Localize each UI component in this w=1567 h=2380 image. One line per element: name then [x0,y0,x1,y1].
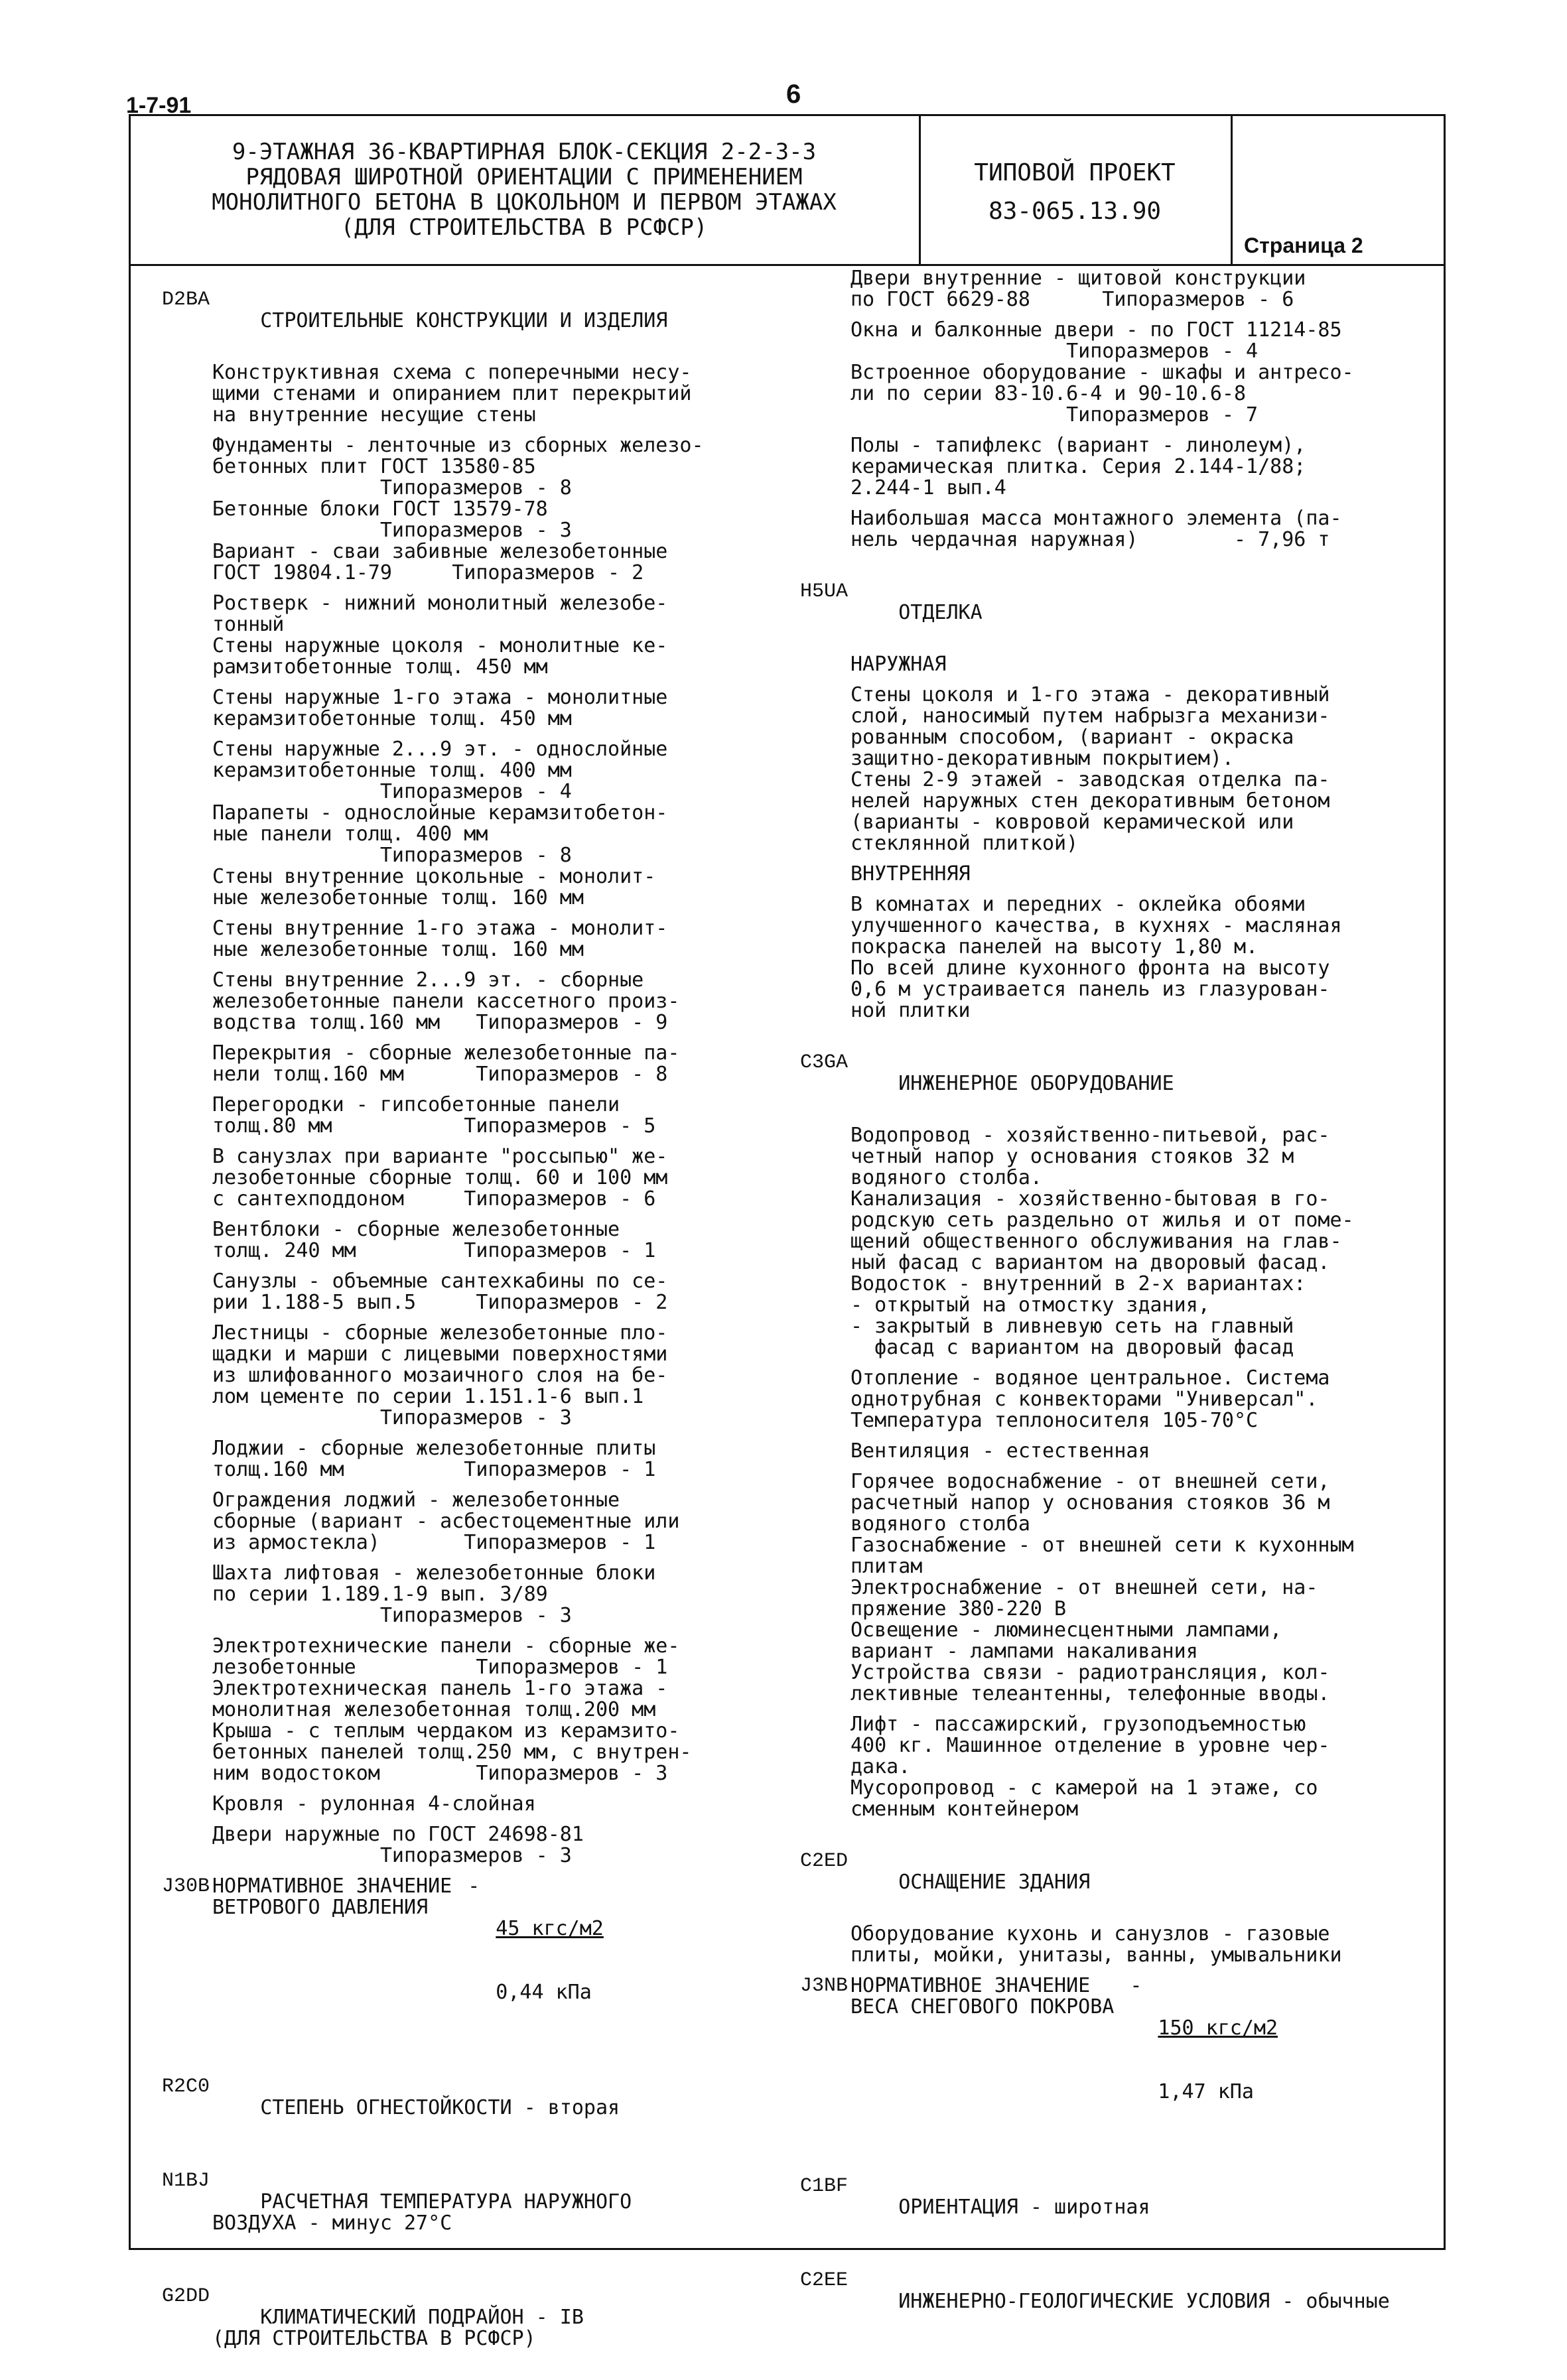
climate-subregion [161,2265,809,2371]
spec-item: Кровля - рулонная 4-слойная [212,1792,536,1816]
wind-value-kpa: 0,44 кПа [496,1981,592,2004]
spec-item: Шахта лифтовая - железобетонные блоки по серии 1.189.1-9 вып. 3/89 Типоразмеров - 3 [212,1561,656,1627]
right-column [799,267,1434,2343]
snow-label: НОРМАТИВНОЕ ЗНАЧЕНИЕ ВЕСА СНЕГОВОГО ПОКРОВА [851,1974,1115,2018]
section-code: C2EE [799,2269,848,2292]
spec-item: Перегородки - гипсобетонные панели толщ.80 мм Типоразмеров - 5 [212,1093,656,1138]
spec-item: Лифт - пассажирский, грузоподъемностью 400 кг. Машинное отделение в уровне чер- дака. Мусоропровод - с камерой на 1 этаже, со сменным контейнером [851,1713,1330,1821]
spec-item: Стены наружные 2...9 эт. - однослойные керамзитобетонные толщ. 400 мм Типоразмеров - 4 Парапеты - однослойные керамзитобетон- ные панели толщ. 400 мм Типоразмеров - 8 Стены внутренние цокольные - монолит- ные железобетонные толщ. 160 мм [212,738,668,909]
section-structures [161,268,809,353]
spec-item: Водопровод - хозяйственно-питьевой, рас- четный напор у основания стояков 32 м водяного столба. Канализация - хозяйственно-бытовая в го- родскую сеть раздельно от жилья и от поме- щений общественного обслуживания на глав- ный фасад с вариантом на дворовый фасад. Водосток - внутренний в 2-х вариантах: - открытый на отмостку здания, - закрытый в ливневую сеть на главный фасад с вариантом на дворовый фасад [851,1124,1354,1359]
header-title [139,139,909,240]
outer-finish-text: Стены цоколя и 1-го этажа - декоративный слой, наносимый путем набрызга механизи- рованным способом, (вариант - окраска защитно-декоративным покрытием). Стены 2-9 этажей - заводская отделка па- нелей наружных стен декоративным бетоном (варианты - ковровой керамической или стеклянной плиткой) [851,683,1330,855]
title-line: РЯДОВАЯ ШИРОТНОЙ ОРИЕНТАЦИИ С ПРИМЕНЕНИЕМ [245,164,803,190]
section-code: C2ED [799,1850,848,1873]
section-finishing [799,560,1434,645]
orientation-text: ОРИЕНТАЦИЯ - широтная [898,2196,1150,2219]
project-code: 83-065.13.90 [988,198,1162,225]
spec-item: Лоджии - сборные железобетонные плиты толщ.160 мм Типоразмеров - 1 [212,1437,656,1481]
section-code: G2DD [161,2285,210,2308]
section-code: C3GA [799,1051,848,1074]
spec-item: Горячее водоснабжение - от внешней сети, расчетный напор у основания стояков 36 м водяного столба Газоснабжение - от внешней сети к кухонным плитам Электроснабжение - от внешней сети, на- пряжение 380-220 В Освещение - люминесцентными лампами, вариант - лампами накаливания Устройства связи - радиотрансляция, кол- лективные телеантенны, телефонные вводы. [851,1470,1354,1705]
snow-values [1158,1975,1278,2145]
section-code: J30B [161,1875,210,1898]
section-code: D2BA [161,289,210,311]
spec-item: Вентблоки - сборные железобетонные толщ. 240 мм Типоразмеров - 1 [212,1218,656,1262]
section-title: ОСНАЩЕНИЕ ЗДАНИЯ [898,1871,1091,1894]
left-column [161,268,809,2380]
header-vline-2 [1231,114,1233,264]
spec-item: Двери внутренние - щитовой конструкции по ГОСТ 6629-88 Типоразмеров - 6 [851,267,1306,311]
fire-resistance [161,2055,809,2140]
spec-item: Ограждения лоджий - железобетонные сборные (вариант - асбестоцементные или из армостекла) Типоразмеров - 1 [212,1488,680,1554]
spec-item: Ростверк - нижний монолитный железобе- тонный Стены наружные цоколя - монолитные ке- рамзитобетонные толщ. 450 мм [212,592,668,679]
title-line: МОНОЛИТНОГО БЕТОНА В ЦОКОЛЬНОМ И ПЕРВОМ ЭТАЖАХ [212,189,837,216]
subsection-title: НАРУЖНАЯ [851,653,947,676]
section-title: ИНЖЕНЕРНОЕ ОБОРУДОВАНИЕ [898,1072,1174,1095]
wind-label: НОРМАТИВНОЕ ЗНАЧЕНИЕ ВЕТРОВОГО ДАВЛЕНИЯ [212,1875,452,1919]
climate-text: КЛИМАТИЧЕСКИЙ ПОДРАЙОН - IВ (ДЛЯ СТРОИТЕЛЬСТВА В РСФСР) [212,2306,584,2350]
section-equipment [799,1829,1434,1914]
geology [799,2249,1434,2334]
snow-value-kgs: 150 кгс/м2 [1158,2016,1278,2040]
spec-item: Перекрытия - сборные железобетонные па- нели толщ.160 мм Типоразмеров - 8 [212,1041,680,1086]
spec-item: Окна и балконные двери - по ГОСТ 11214-85 Типоразмеров - 4 Встроенное оборудование - шкафы и антресо- ли по серии 83-10.6-4 и 90-10.6-8 Типоразмеров - 7 [851,318,1354,427]
page-number: 6 [786,80,801,109]
spec-item: Стены внутренние 2...9 эт. - сборные железобетонные панели кассетного произ- водства толщ.160 мм Типоразмеров - 9 [212,968,680,1034]
spec-item: Фундаменты - ленточные из сборных железо- бетонных плит ГОСТ 13580-85 Типоразмеров - 8 Бетонные блоки ГОСТ 13579-78 Типоразмеров - 3 Вариант - сваи забивные железобетонные ГОСТ 19804.1-79 Типоразмеров - 2 [212,434,704,584]
geology-text: ИНЖЕНЕРНО-ГЕОЛОГИЧЕСКИЕ УСЛОВИЯ - обычные [898,2290,1390,2313]
wind-dash: - [468,1875,480,1898]
subsection-title: ВНУТРЕННЯЯ [851,862,971,886]
section-code: J3NB [799,1975,848,1997]
title-line: 9-ЭТАЖНАЯ 36-КВАРТИРНАЯ БЛОК-СЕКЦИЯ 2-2-3-3 [232,139,817,165]
section-code: N1BJ [161,2170,210,2192]
spec-item: Санузлы - объемные сантехкабины по се- рии 1.188-5 вып.5 Типоразмеров - 2 [212,1270,668,1314]
equipment-text: Оборудование кухонь и санузлов - газовые плиты, мойки, унитазы, ванны, умывальники [851,1922,1342,1967]
structures-list [212,362,809,1867]
spec-item: Стены внутренние 1-го этажа - монолит- ные железобетонные толщ. 160 мм [212,917,668,961]
temperature-text: РАСЧЕТНАЯ ТЕМПЕРАТУРА НАРУЖНОГО ВОЗДУХА - минус 27°С [212,2190,632,2235]
orientation [799,2154,1434,2239]
wind-values [496,1876,604,2046]
header-vline-1 [919,114,921,264]
section-code: H5UA [799,580,848,603]
spec-item: Электротехнические панели - сборные же- лезобетонные Типоразмеров - 1 Электротехническая панель 1-го этажа - монолитная железобетонная толщ.200 мм Крыша - с теплым чердаком из керамзито- бетонных панелей толщ.250 мм, с внутрен- ним водостоком Типоразмеров - 3 [212,1634,692,1785]
wind-pressure [161,1875,809,2046]
section-title: ОТДЕЛКА [898,601,983,624]
spec-item: Конструктивная схема с поперечными несу- щими стенами и опиранием плит перекрытий на внутренние несущие стены [212,361,692,427]
inner-finish-text: В комнатах и передних - оклейка обоями улучшенного качества, в кухнях - масляная покраска панелей на высоту 1,80 м. По всей длине кухонного фронта на высоту 0,6 м устраивается панель из глазурован- ной плитки [851,893,1342,1022]
section-code: R2C0 [161,2076,210,2098]
project-label: ТИПОВОЙ ПРОЕКТ [974,159,1176,186]
spec-item: Вентиляция - естественная [851,1439,1150,1463]
project-block [929,154,1221,231]
snow-value-kpa: 1,47 кПа [1158,2080,1254,2103]
page-label: Страница 2 [1244,233,1363,257]
spec-item: Полы - тапифлекс (вариант - линолеум), керамическая плитка. Серия 2.144-1/88; 2.244-1 вып.4 [851,434,1306,499]
fire-text: СТЕПЕНЬ ОГНЕСТОЙКОСТИ - вторая [260,2096,620,2119]
snow-dash: - [1130,1974,1142,1997]
spec-item: Лестницы - сборные железобетонные пло- щадки и марши с лицевыми поверхностями из шлифованного мозаичного слоя на бе- лом цементе по серии 1.151.1-6 вып.1 Типоразмеров - 3 [212,1321,668,1429]
section-code: C1BF [799,2175,848,2198]
spec-item: Двери наружные по ГОСТ 24698-81 Типоразмеров - 3 [212,1823,584,1867]
section-title: СТРОИТЕЛЬНЫЕ КОНСТРУКЦИИ И ИЗДЕЛИЯ [260,309,668,332]
spec-item: Стены наружные 1-го этажа - монолитные керамзитобетонные толщ. 450 мм [212,686,668,730]
section-engineering [799,1031,1434,1116]
wind-value-kgs: 45 кгс/м2 [496,1917,604,1940]
spec-item: В санузлах при варианте "россыпью" же- лезобетонные сборные толщ. 60 и 100 мм с сантехподдоном Типоразмеров - 6 [212,1145,668,1211]
title-line: (ДЛЯ СТРОИТЕЛЬСТВА В РСФСР) [340,214,708,241]
design-temperature [161,2149,809,2255]
sheet-code: 1-7-91 [126,93,192,118]
spec-item: Отопление - водяное центральное. Система однотрубная с конвекторами "Универсал". Температура теплоносителя 105-70°С [851,1366,1330,1432]
spec-item: Наибольшая масса монтажного элемента (па- нель чердачная наружная) - 7,96 т [851,507,1342,551]
header-divider [129,264,1446,266]
snow-load [799,1974,1434,2145]
